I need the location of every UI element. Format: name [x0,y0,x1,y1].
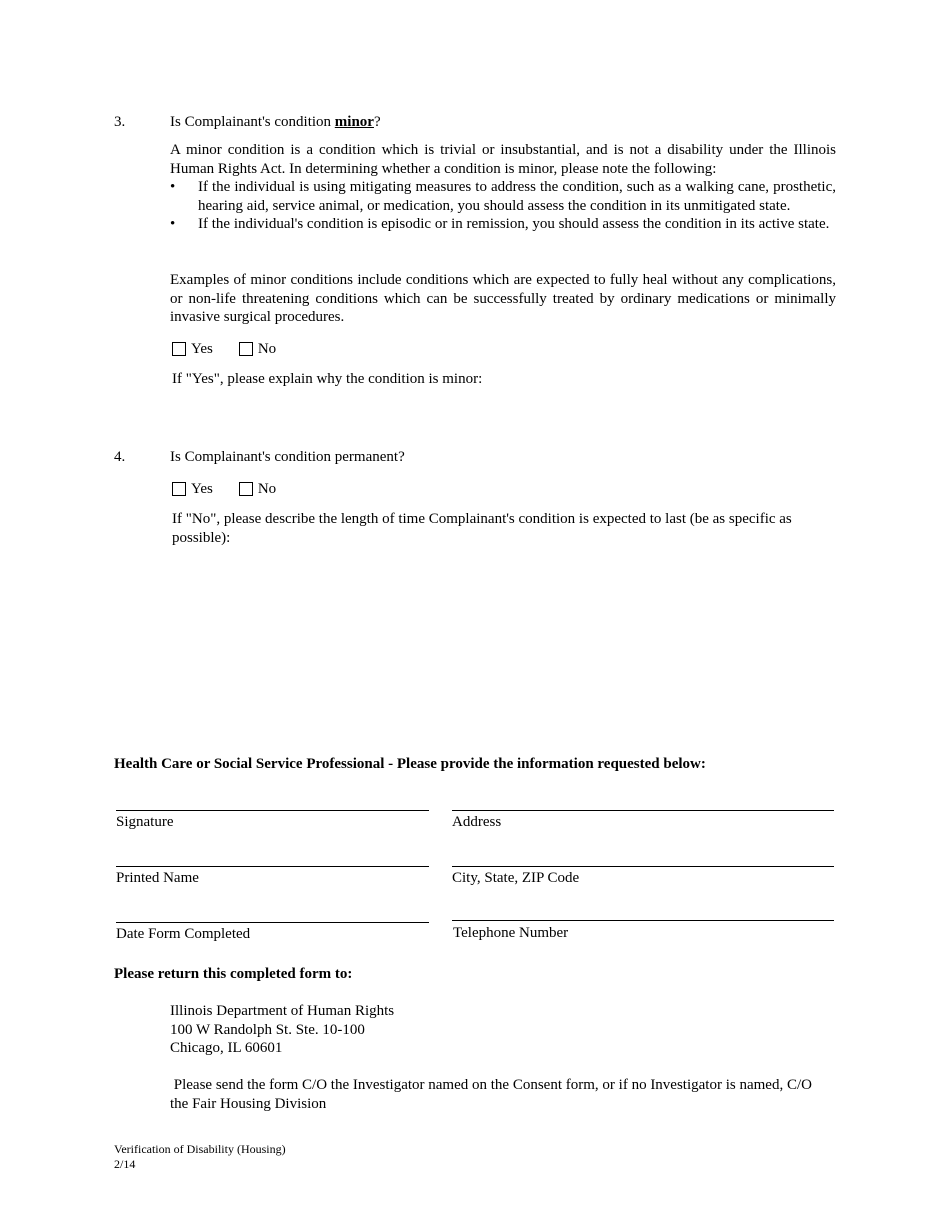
q4-answer-options [172,480,302,499]
q3-bullet-text: If the individual is using mitigating measures to address the condition, such as a walking cane, prosthetic, hearing aid, service animal, or medication, you should assess the condition in its unmitigated state. [198,179,836,214]
return-address-line: 100 W Randolph St. Ste. 10-100 [170,1021,365,1038]
q3-yes-checkbox[interactable] [172,342,186,356]
address-label: Address [452,814,502,830]
q3-answer-options [172,340,302,359]
q3-yes-label: Yes [191,341,213,357]
q4-yes-checkbox[interactable] [172,482,186,496]
bullet-icon: • [170,179,176,195]
footer-revision: 2/14 [114,1157,136,1171]
footer [114,1142,286,1172]
city-state-zip-line[interactable] [452,866,834,867]
q3-number: 3. [114,114,126,130]
q3-bullet-item [170,178,836,215]
city-state-zip-label: City, State, ZIP Code [452,870,580,886]
q4-no-option[interactable] [239,480,276,499]
footer-form-name: Verification of Disability (Housing) [114,1142,286,1156]
return-address-line: Chicago, IL 60601 [170,1040,283,1056]
q3-bullet-item [170,215,836,234]
q3-question-emphasis: minor [334,114,374,130]
return-heading: Please return this completed form to: [114,966,353,982]
q4-yes-option[interactable] [172,480,213,499]
q4-number: 4. [114,449,126,465]
q3-no-checkbox[interactable] [239,342,253,356]
signature-label: Signature [116,814,174,830]
q3-bullet-text: If the individual's condition is episodic or in remission, you should assess the condition in its active state. [198,216,830,232]
q4-no-label: No [257,481,277,497]
q4-no-checkbox[interactable] [239,482,253,496]
q3-yes-option[interactable] [172,340,213,359]
q4-question: Is Complainant's condition permanent? [170,449,405,465]
q3-question [170,113,381,132]
return-address [170,1002,394,1058]
date-completed-line[interactable] [116,922,429,923]
return-address-line: Illinois Department of Human Rights [170,1003,395,1019]
q4-yes-label: Yes [191,481,213,497]
q3-followup: If "Yes", please explain why the condition is minor: [172,371,483,387]
address-line[interactable] [452,810,834,811]
printed-name-label: Printed Name [116,870,199,886]
return-note: Please send the form C/O the Investigator named on the Consent form, or if no Investigator is named, C/O the Fair Housing Division [170,1077,816,1112]
bullet-icon: • [170,216,176,232]
date-completed-label: Date Form Completed [116,926,251,942]
q3-no-option[interactable] [239,340,276,359]
signature-line[interactable] [116,810,429,811]
q4-followup: If "No", please describe the length of time Complainant's condition is expected to last (be as specific as possible): [172,511,792,546]
printed-name-line[interactable] [116,866,429,867]
q3-question-suffix: ? [373,114,381,130]
q3-question-prefix: Is Complainant's condition [170,114,335,130]
q3-no-label: No [257,341,277,357]
telephone-label: Telephone Number [453,925,569,941]
q3-examples: Examples of minor conditions include conditions which are expected to fully heal without any complications, or non-life threatening conditions which can be successfully treated by ordinary medications or minimally invasive surgical procedures. [170,272,836,325]
telephone-line[interactable] [452,920,834,921]
professional-heading: Health Care or Social Service Professional - Please provide the information requested below: [114,756,706,772]
q3-intro: A minor condition is a condition which is trivial or insubstantial, and is not a disability under the Illinois Human Rights Act. In determining whether a condition is minor, please note the following: [170,142,836,177]
q3-bullet-list [170,178,836,234]
